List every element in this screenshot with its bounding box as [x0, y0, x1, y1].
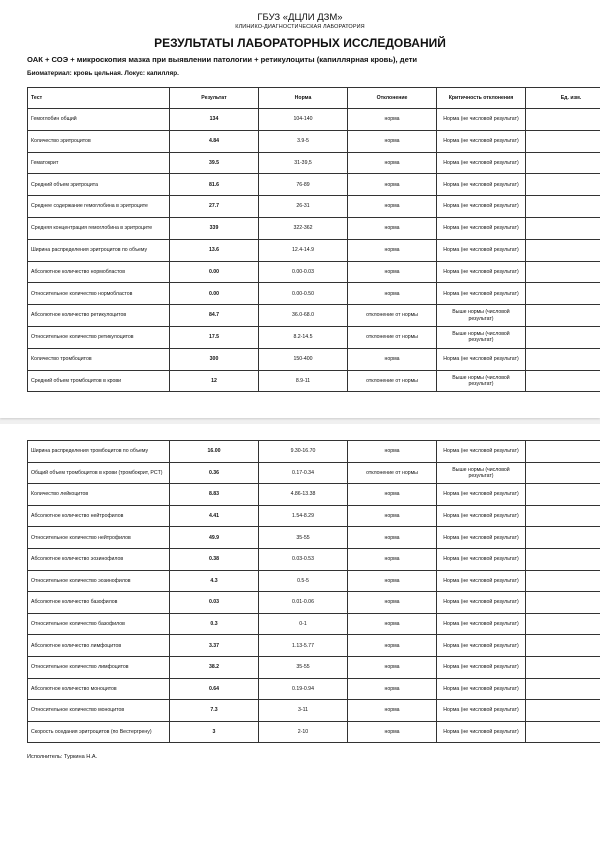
table-row — [28, 721, 600, 743]
norm-range: 0.5-5 — [259, 570, 348, 592]
deviation-status: норма — [348, 130, 437, 152]
deviation-status: норма — [348, 592, 437, 614]
table-row — [28, 700, 600, 722]
test-name: Гематокрит — [28, 152, 170, 174]
norm-range: 12.4-14.9 — [259, 239, 348, 261]
result-value: 300 — [170, 348, 259, 370]
result-value: 84.7 — [170, 305, 259, 327]
unit — [526, 109, 600, 131]
criticality-status: Норма (не числовой результат) — [437, 261, 526, 283]
criticality-status: Норма (не числовой результат) — [437, 592, 526, 614]
table-row — [28, 152, 600, 174]
table-row — [28, 130, 600, 152]
deviation-status: норма — [348, 721, 437, 743]
norm-range: 26-31 — [259, 196, 348, 218]
deviation-status: норма — [348, 678, 437, 700]
organization-name: ГБУЗ «ДЦЛИ ДЗМ» — [257, 12, 343, 23]
deviation-status: норма — [348, 217, 437, 239]
result-value: 13.6 — [170, 239, 259, 261]
table-row — [28, 570, 600, 592]
column-header-unit: Ед. изм. — [526, 88, 600, 109]
unit — [526, 548, 600, 570]
deviation-status: норма — [348, 656, 437, 678]
result-value: 7.3 — [170, 700, 259, 722]
result-value: 12 — [170, 370, 259, 392]
table-row — [28, 635, 600, 657]
unit — [526, 592, 600, 614]
table-row — [28, 239, 600, 261]
test-name: Ширина распределения эритроцитов по объему — [28, 239, 170, 261]
table-row — [28, 656, 600, 678]
unit — [526, 613, 600, 635]
criticality-status: Норма (не числовой результат) — [437, 283, 526, 305]
norm-range: 0.00-0.50 — [259, 283, 348, 305]
test-name: Количество тромбоцитов — [28, 348, 170, 370]
page-title: РЕЗУЛЬТАТЫ ЛАБОРАТОРНЫХ ИССЛЕДОВАНИЙ — [154, 36, 446, 50]
criticality-status: Норма (не числовой результат) — [437, 130, 526, 152]
result-value: 4.3 — [170, 570, 259, 592]
criticality-status: Норма (не числовой результат) — [437, 109, 526, 131]
unit — [526, 239, 600, 261]
result-value: 38.2 — [170, 656, 259, 678]
table-row — [28, 196, 600, 218]
test-name: Относительное количество нейтрофилов — [28, 527, 170, 549]
unit — [526, 348, 600, 370]
unit — [526, 700, 600, 722]
unit — [526, 196, 600, 218]
results-table-page-1 — [27, 87, 600, 392]
test-name: Скорость оседания эритроцитов (по Вестергрену) — [28, 721, 170, 743]
norm-range: 1.13-5.77 — [259, 635, 348, 657]
table-row — [28, 613, 600, 635]
table-row — [28, 484, 600, 506]
criticality-status: Норма (не числовой результат) — [437, 656, 526, 678]
deviation-status: отклонение от нормы — [348, 370, 437, 392]
deviation-status: норма — [348, 196, 437, 218]
table-row — [28, 592, 600, 614]
deviation-status: норма — [348, 152, 437, 174]
result-value: 3 — [170, 721, 259, 743]
criticality-status: Норма (не числовой результат) — [437, 570, 526, 592]
executor-signature: Исполнитель: Туркина Н.А. — [27, 754, 98, 760]
unit — [526, 570, 600, 592]
table-row — [28, 348, 600, 370]
result-value: 0.64 — [170, 678, 259, 700]
test-name: Относительное количество нормобластов — [28, 283, 170, 305]
deviation-status: норма — [348, 700, 437, 722]
unit — [526, 527, 600, 549]
norm-range: 35-55 — [259, 527, 348, 549]
criticality-status: Норма (не числовой результат) — [437, 505, 526, 527]
test-name: Абсолютное количество эозинофилов — [28, 548, 170, 570]
deviation-status: отклонение от нормы — [348, 462, 437, 484]
test-name: Абсолютное количество нейтрофилов — [28, 505, 170, 527]
table-header-row — [28, 88, 600, 109]
result-value: 0.03 — [170, 592, 259, 614]
table-row — [28, 261, 600, 283]
criticality-status: Выше нормы (числовой результат) — [437, 326, 526, 348]
norm-range: 31-39,5 — [259, 152, 348, 174]
unit — [526, 174, 600, 196]
deviation-status: норма — [348, 484, 437, 506]
results-table-page-2 — [27, 440, 600, 743]
test-name: Абсолютное количество моноцитов — [28, 678, 170, 700]
norm-range: 9.30-16.70 — [259, 441, 348, 463]
criticality-status: Норма (не числовой результат) — [437, 348, 526, 370]
norm-range: 8.9-11 — [259, 370, 348, 392]
biomaterial-info: Биоматериал: кровь цельная. Локус: капилляр. — [27, 70, 179, 77]
norm-range: 0.17-0.34 — [259, 462, 348, 484]
criticality-status: Норма (не числовой результат) — [437, 548, 526, 570]
norm-range: 2-10 — [259, 721, 348, 743]
table-row — [28, 174, 600, 196]
result-value: 0.36 — [170, 462, 259, 484]
criticality-status: Норма (не числовой результат) — [437, 152, 526, 174]
column-header-result: Результат — [170, 88, 259, 109]
criticality-status: Норма (не числовой результат) — [437, 721, 526, 743]
table-row — [28, 678, 600, 700]
table-row — [28, 305, 600, 327]
deviation-status: норма — [348, 261, 437, 283]
column-header-test: Тест — [28, 88, 170, 109]
deviation-status: норма — [348, 548, 437, 570]
result-value: 3.37 — [170, 635, 259, 657]
deviation-status: норма — [348, 613, 437, 635]
test-name: Общий объем тромбоцитов в крови (тромбокрит, PCT) — [28, 462, 170, 484]
test-name: Средний объем эритроцита — [28, 174, 170, 196]
criticality-status: Норма (не числовой результат) — [437, 527, 526, 549]
unit — [526, 152, 600, 174]
test-name: Абсолютное количество нормобластов — [28, 261, 170, 283]
results-body-page-1 — [28, 109, 600, 392]
deviation-status: норма — [348, 441, 437, 463]
test-name: Средний объем тромбоцитов в крови — [28, 370, 170, 392]
deviation-status: норма — [348, 570, 437, 592]
table-row — [28, 217, 600, 239]
test-name: Средняя концентрация гемоглобина в эритроците — [28, 217, 170, 239]
report-page-1 — [0, 0, 600, 418]
unit — [526, 441, 600, 463]
test-name: Гемоглобин общий — [28, 109, 170, 131]
test-name: Относительное количество эозинофилов — [28, 570, 170, 592]
unit — [526, 326, 600, 348]
norm-range: 8.2-14.5 — [259, 326, 348, 348]
unit — [526, 130, 600, 152]
norm-range: 0.01-0.06 — [259, 592, 348, 614]
table-row — [28, 370, 600, 392]
column-header-criticality: Критичность отклонения — [437, 88, 526, 109]
norm-range: 36.0-68.0 — [259, 305, 348, 327]
unit — [526, 370, 600, 392]
table-row — [28, 441, 600, 463]
result-value: 0.3 — [170, 613, 259, 635]
result-value: 134 — [170, 109, 259, 131]
result-value: 81.6 — [170, 174, 259, 196]
norm-range: 0-1 — [259, 613, 348, 635]
result-value: 39.5 — [170, 152, 259, 174]
test-name: Количество лейкоцитов — [28, 484, 170, 506]
test-name: Ширина распределения тромбоцитов по объему — [28, 441, 170, 463]
norm-range: 76-89 — [259, 174, 348, 196]
norm-range: 0.19-0.94 — [259, 678, 348, 700]
table-row — [28, 527, 600, 549]
criticality-status: Норма (не числовой результат) — [437, 678, 526, 700]
deviation-status: норма — [348, 239, 437, 261]
unit — [526, 721, 600, 743]
unit — [526, 217, 600, 239]
criticality-status: Норма (не числовой результат) — [437, 196, 526, 218]
table-row — [28, 505, 600, 527]
unit — [526, 283, 600, 305]
table-row — [28, 109, 600, 131]
result-value: 16.00 — [170, 441, 259, 463]
test-description: ОАК + СОЭ + микроскопия мазка при выявлении патологии + ретикулоциты (капиллярная кровь), дети — [27, 55, 418, 64]
criticality-status: Норма (не числовой результат) — [437, 635, 526, 657]
norm-range: 0.00-0.03 — [259, 261, 348, 283]
deviation-status: норма — [348, 527, 437, 549]
test-name: Относительное количество лимфоцитов — [28, 656, 170, 678]
result-value: 339 — [170, 217, 259, 239]
result-value: 4.84 — [170, 130, 259, 152]
criticality-status: Норма (не числовой результат) — [437, 484, 526, 506]
norm-range: 0.03-0.53 — [259, 548, 348, 570]
unit — [526, 678, 600, 700]
test-name: Абсолютное количество ретикулоцитов — [28, 305, 170, 327]
test-name: Абсолютное количество базофилов — [28, 592, 170, 614]
criticality-status: Норма (не числовой результат) — [437, 700, 526, 722]
test-name: Относительное количество ретикулоцитов — [28, 326, 170, 348]
result-value: 0.00 — [170, 283, 259, 305]
test-name: Абсолютное количество лимфоцитов — [28, 635, 170, 657]
table-row — [28, 462, 600, 484]
criticality-status: Норма (не числовой результат) — [437, 174, 526, 196]
test-name: Относительное количество моноцитов — [28, 700, 170, 722]
norm-range: 1.54-8.29 — [259, 505, 348, 527]
norm-range: 3.9-5 — [259, 130, 348, 152]
test-name: Количество эритроцитов — [28, 130, 170, 152]
criticality-status: Норма (не числовой результат) — [437, 613, 526, 635]
criticality-status: Норма (не числовой результат) — [437, 441, 526, 463]
deviation-status: норма — [348, 635, 437, 657]
column-header-deviation: Отклонение — [348, 88, 437, 109]
result-value: 0.00 — [170, 261, 259, 283]
report-page-2 — [0, 424, 600, 842]
criticality-status: Норма (не числовой результат) — [437, 217, 526, 239]
table-row — [28, 283, 600, 305]
criticality-status: Выше нормы (числовой результат) — [437, 462, 526, 484]
norm-range: 35-55 — [259, 656, 348, 678]
deviation-status: отклонение от нормы — [348, 305, 437, 327]
norm-range: 104-140 — [259, 109, 348, 131]
criticality-status: Норма (не числовой результат) — [437, 239, 526, 261]
result-value: 4.41 — [170, 505, 259, 527]
unit — [526, 635, 600, 657]
test-name: Среднее содержание гемоглобина в эритроците — [28, 196, 170, 218]
unit — [526, 261, 600, 283]
column-header-norm: Норма — [259, 88, 348, 109]
result-value: 0.38 — [170, 548, 259, 570]
deviation-status: норма — [348, 348, 437, 370]
criticality-status: Выше нормы (числовой результат) — [437, 305, 526, 327]
norm-range: 322-362 — [259, 217, 348, 239]
norm-range: 4.86-13.38 — [259, 484, 348, 506]
criticality-status: Выше нормы (числовой результат) — [437, 370, 526, 392]
table-row — [28, 548, 600, 570]
unit — [526, 484, 600, 506]
result-value: 17.5 — [170, 326, 259, 348]
norm-range: 150-400 — [259, 348, 348, 370]
unit — [526, 505, 600, 527]
deviation-status: норма — [348, 283, 437, 305]
results-body-page-2 — [28, 441, 600, 743]
deviation-status: норма — [348, 109, 437, 131]
unit — [526, 305, 600, 327]
deviation-status: норма — [348, 174, 437, 196]
deviation-status: норма — [348, 505, 437, 527]
unit — [526, 656, 600, 678]
test-name: Относительное количество базофилов — [28, 613, 170, 635]
unit — [526, 462, 600, 484]
laboratory-name: КЛИНИКО-ДИАГНОСТИЧЕСКАЯ ЛАБОРАТОРИЯ — [235, 24, 365, 30]
result-value: 8.83 — [170, 484, 259, 506]
table-row — [28, 326, 600, 348]
result-value: 27.7 — [170, 196, 259, 218]
result-value: 49.9 — [170, 527, 259, 549]
norm-range: 3-11 — [259, 700, 348, 722]
deviation-status: отклонение от нормы — [348, 326, 437, 348]
